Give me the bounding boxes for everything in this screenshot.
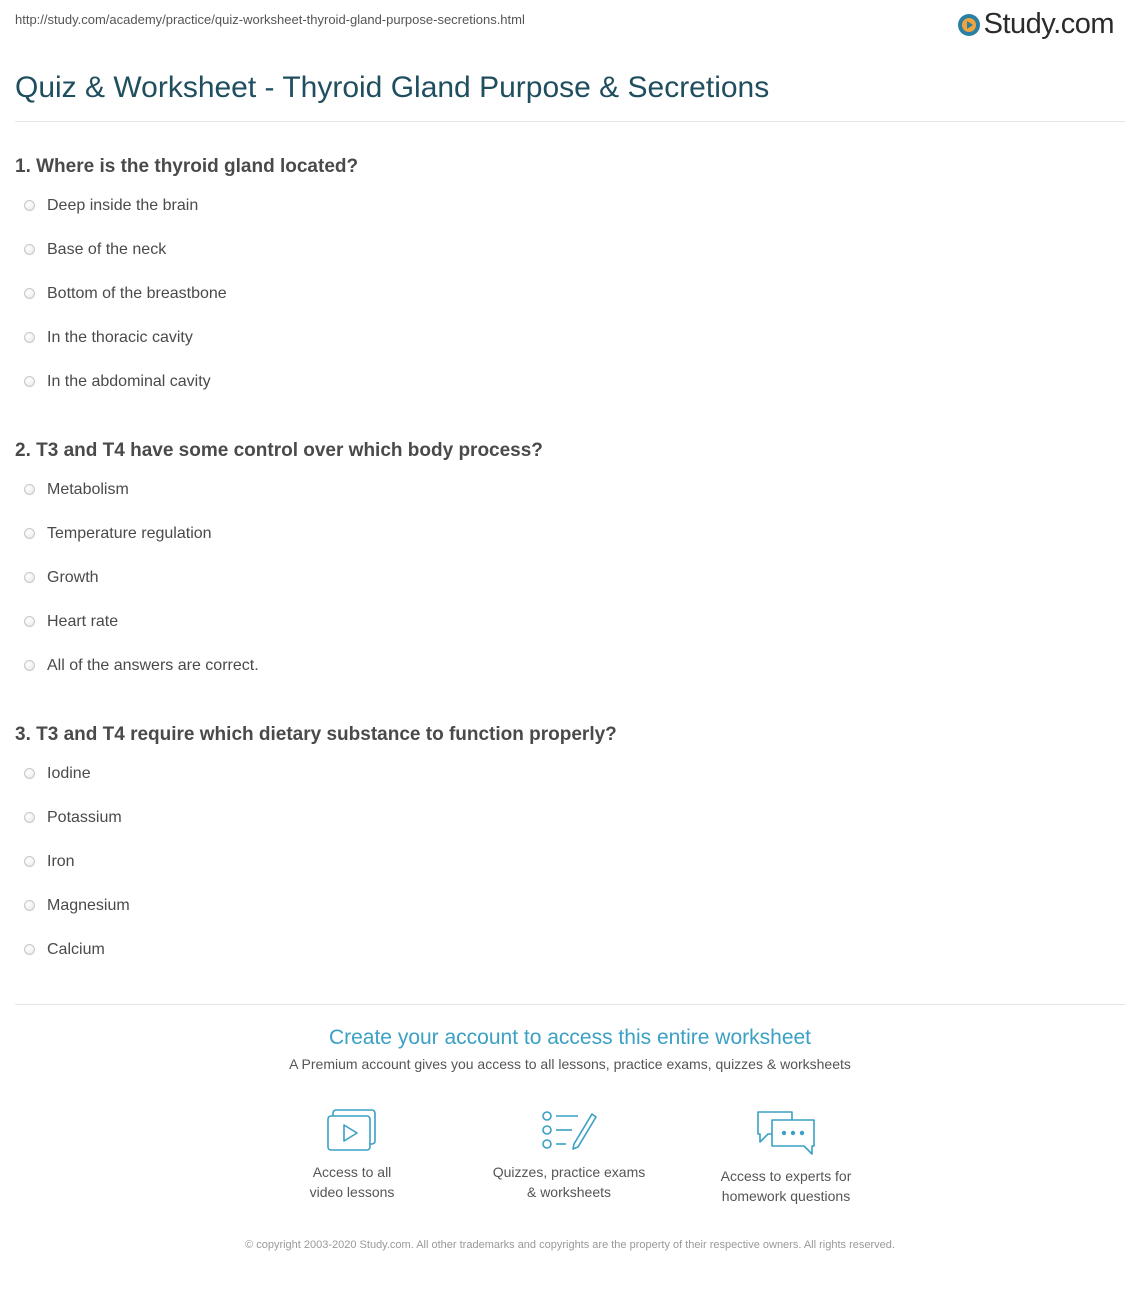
radio-button[interactable] [24,616,35,627]
question-1 [15,153,1115,416]
answer-options [15,764,1115,984]
option-label: Growth [47,569,99,586]
radio-button[interactable] [24,660,35,671]
study-logo[interactable] [958,8,1114,41]
option-label: In the abdominal cavity [47,373,211,390]
feature-label: Access to experts for homework questions [720,1168,852,1204]
cta-subtitle: A Premium account gives you access to all lessons, practice exams, quizzes & worksheets [289,1056,851,1072]
answer-option[interactable] [15,480,1115,524]
radio-button[interactable] [24,944,35,955]
option-label: Temperature regulation [47,525,212,542]
radio-button[interactable] [24,900,35,911]
answer-options [15,480,1115,700]
option-label: Deep inside the brain [47,197,199,214]
logo-text: Study.com [983,8,1114,40]
answer-option[interactable] [15,612,1115,656]
answer-option[interactable] [15,896,1115,940]
radio-button[interactable] [24,812,35,823]
option-label: Potassium [47,809,122,826]
option-label: Base of the neck [47,241,167,258]
radio-button[interactable] [24,200,35,211]
radio-button[interactable] [24,288,35,299]
option-label: Iodine [47,765,91,782]
radio-button[interactable] [24,376,35,387]
answer-option[interactable] [15,196,1115,240]
radio-button[interactable] [24,856,35,867]
option-label: Magnesium [47,897,130,914]
question-text: 1. Where is the thyroid gland located? [15,156,359,177]
answer-option[interactable] [15,524,1115,568]
answer-option[interactable] [15,764,1115,808]
question-2 [15,437,1115,700]
question-3 [15,721,1115,984]
option-label: In the thoracic cavity [47,329,193,346]
radio-button[interactable] [24,332,35,343]
feature-video-lessons [252,1108,452,1202]
radio-button[interactable] [24,244,35,255]
option-label: Iron [47,853,75,870]
answer-option[interactable] [15,568,1115,612]
option-label: Calcium [47,941,105,958]
signup-cta [0,1026,1140,1072]
page-title: Quiz & Worksheet - Thyroid Gland Purpose & Secretions [15,71,770,104]
create-account-link[interactable]: Create your account to access this entire worksheet [328,1026,812,1049]
copyright-footer: © copyright 2003-2020 Study.com. All other trademarks and copyrights are the property of their respective owners. All rights reserved. [245,1239,895,1251]
radio-button[interactable] [24,484,35,495]
title-divider [15,121,1125,122]
feature-label: Access to all video lessons [309,1164,395,1200]
option-label: Bottom of the breastbone [47,285,227,302]
answer-option[interactable] [15,852,1115,896]
answer-option[interactable] [15,808,1115,852]
cta-divider [15,1004,1125,1005]
quiz-checklist-icon [540,1108,598,1154]
question-text: 3. T3 and T4 require which dietary substance to function properly? [15,724,617,745]
answer-option[interactable] [15,656,1115,700]
page-url: http://study.com/academy/practice/quiz-worksheet-thyroid-gland-purpose-secretions.html [15,12,525,27]
radio-button[interactable] [24,768,35,779]
answer-option[interactable] [15,940,1115,984]
video-lessons-icon [326,1108,378,1154]
option-label: All of the answers are correct. [47,657,259,674]
answer-options [15,196,1115,416]
answer-option[interactable] [15,328,1115,372]
feature-label: Quizzes, practice exams & worksheets [492,1164,646,1200]
option-label: Metabolism [47,481,129,498]
answer-option[interactable] [15,284,1115,328]
play-circle-icon [958,14,980,36]
radio-button[interactable] [24,528,35,539]
question-text: 2. T3 and T4 have some control over which body process? [15,440,543,461]
chat-bubbles-icon [754,1108,818,1158]
answer-option[interactable] [15,240,1115,284]
radio-button[interactable] [24,572,35,583]
feature-quizzes [469,1108,669,1202]
feature-experts [686,1108,886,1206]
top-bar [0,0,1140,60]
answer-option[interactable] [15,372,1115,416]
option-label: Heart rate [47,613,119,630]
